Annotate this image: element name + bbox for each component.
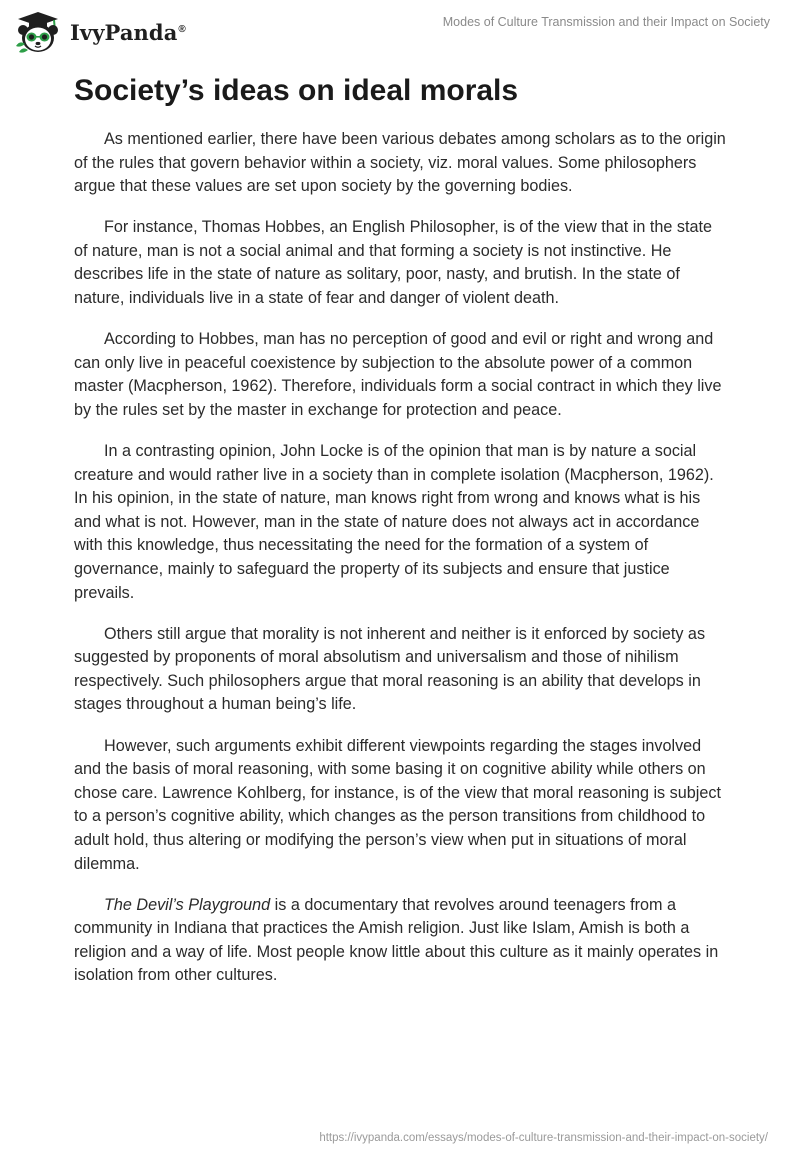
source-url[interactable]: https://ivypanda.com/essays/modes-of-culture-transmission-and-their-impact-on-society/ bbox=[319, 1132, 768, 1144]
section-heading: Society’s ideas on ideal morals bbox=[74, 74, 519, 107]
paragraph-4: In a contrasting opinion, John Locke is of the opinion that man is by nature a social creature and would rather live in a society than in complete isolation (Macpherson, 1962). In his opinion, in the state of nature, man knows right from wrong and knows what is his and what is not. However, man in the state of nature does not always act in accordance with this knowledge, thus necessitating the need for the formation of a system of governance, mainly to safeguard the property of its subjects and ensure that justice prevails. bbox=[74, 442, 714, 602]
ivypanda-logo[interactable] bbox=[14, 10, 186, 54]
logo-wordmark: IvyPanda® bbox=[70, 19, 186, 45]
page-header bbox=[0, 0, 800, 60]
paragraph-7-text: is a documentary that revolves around teenagers from a community in Indiana that practices the Amish religion. Just like Islam, Amish is both a religion and a way of life. Most people know little about this culture as it mainly operates in isolation from other cultures. bbox=[74, 895, 719, 985]
panda-graduate-icon bbox=[14, 10, 62, 54]
paragraph-6: However, such arguments exhibit different viewpoints regarding the stages involved and the basis of moral reasoning, with some basing it on cognitive ability while others on chose care. Lawrence Kohlberg, for instance, is of the view that moral reasoning is subject to a person’s cognitive ability, which changes as the person transitions from childhood to adult hold, thus altering or modifying the person’s view when put in situations of moral dilemma. bbox=[74, 736, 721, 873]
documentary-title: The Devil’s Playground bbox=[104, 895, 271, 914]
paragraph-3: According to Hobbes, man has no perception of good and evil or right and wrong and can only live in peaceful coexistence by subjection to the absolute power of a common master (Macpherson, 1962). Therefore, individuals form a social contract in which they live by the rules set by the master in exchange for protection and peace. bbox=[74, 330, 722, 419]
paragraph-2: For instance, Thomas Hobbes, an English Philosopher, is of the view that in the state of nature, man is not a social animal and that forming a society is not instinctive. He describes life in the state of nature as solitary, poor, nasty, and brutish. In the state of nature, individuals live in a state of fear and danger of violent death. bbox=[74, 218, 712, 308]
document-title: Modes of Culture Transmission and their Impact on Society bbox=[442, 15, 770, 29]
paragraph-1: As mentioned earlier, there have been various debates among scholars as to the origin of the rules that govern behavior within a society, viz. moral values. Some philosophers argue that these values are set upon society by the governing bodies. bbox=[74, 130, 726, 196]
paragraph-7 bbox=[74, 894, 728, 988]
article-body bbox=[74, 72, 728, 1006]
paragraph-5: Others still argue that morality is not inherent and neither is it enforced by society as suggested by proponents of moral absolutism and universalism and those of nihilism respectively. Such philosophers argue that moral reasoning is an ability that develops in stages throughout a human being’s life. bbox=[74, 624, 706, 714]
